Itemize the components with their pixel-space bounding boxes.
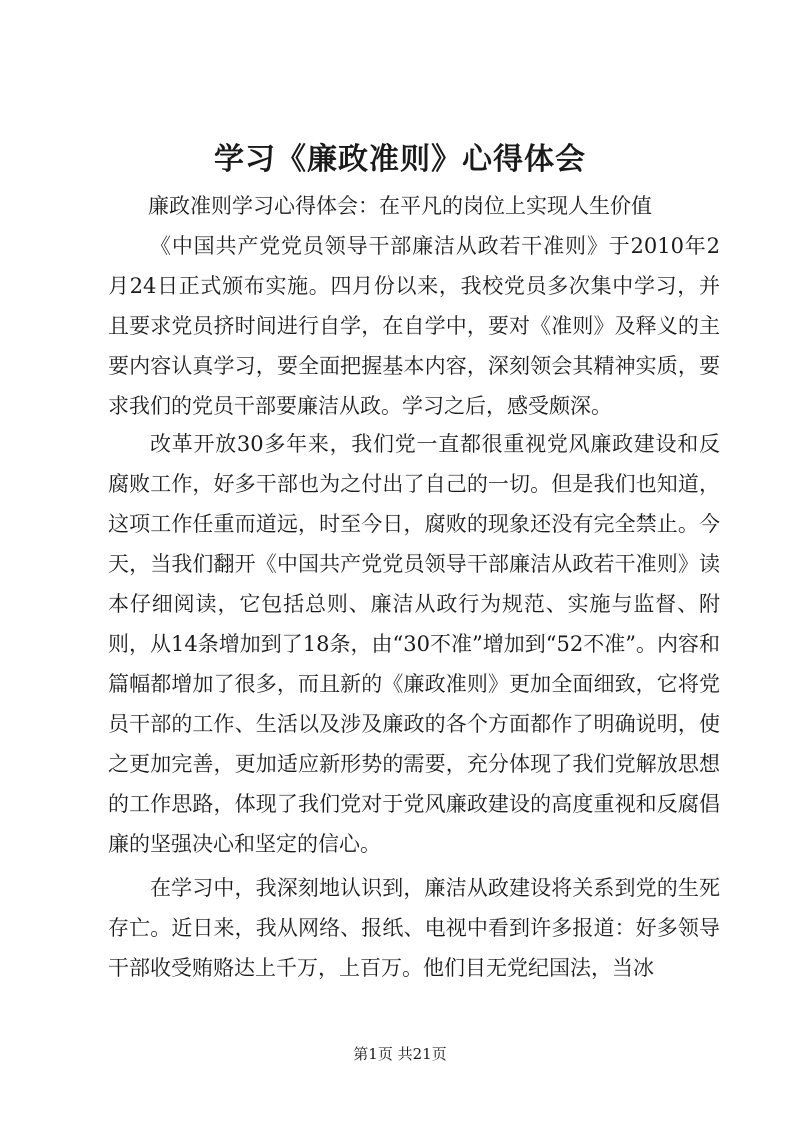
page-footer: 第1页 共21页 [353, 1045, 447, 1063]
paragraph-2: 改革开放30多年来，我们党一直都很重视党风廉政建设和反腐败工作，好多干部也为之付出了自己的一切。但是我们也知道，这项工作任重而道远，时至今日，腐败的现象还没有完全禁止。今天，当我们翻开《中国共产党党员领导干部廉洁从政若干准则》读本仔细阅读，它包括总则、廉洁从政行为规范、实施与监督、附则，从14条增加到了18条，由“30不准”增加到“52不准”。内容和篇幅都增加了很多，而且新的《廉政准则》更加全面细致，它将党员干部的工作、生活以及涉及廉政的各个方面都作了明确说明，使之更加完善，更加适应新形势的需要，充分体现了我们党解放思想的工作思路，体现了我们党对于党风廉政建设的高度重视和反腐倡廉的坚强决心和坚定的信心。 [108, 432, 720, 856]
document-subtitle: 廉政准则学习心得体会：在平凡的岗位上实现人生价值 [148, 194, 652, 218]
paragraph-1: 《中国共产党党员领导干部廉洁从政若干准则》于2010年2月24日正式颁布实施。四月份以来，我校党员多次集中学习，并且要求党员挤时间进行自学，在自学中，要对《准则》及释义的主要内容认真学习，要全面把握基本内容，深刻领会其精神实质，要求我们的党员干部要廉洁从政。学习之后，感受颇深。 [108, 234, 720, 418]
paragraph-3: 在学习中，我深刻地认识到，廉洁从政建设将关系到党的生死存亡。近日来，我从网络、报纸、电视中看到许多报道：好多领导干部收受贿赂达上千万，上百万。他们目无党纪国法，当冰 [108, 876, 720, 980]
document-title: 学习《廉政准则》心得体会 [214, 142, 586, 177]
